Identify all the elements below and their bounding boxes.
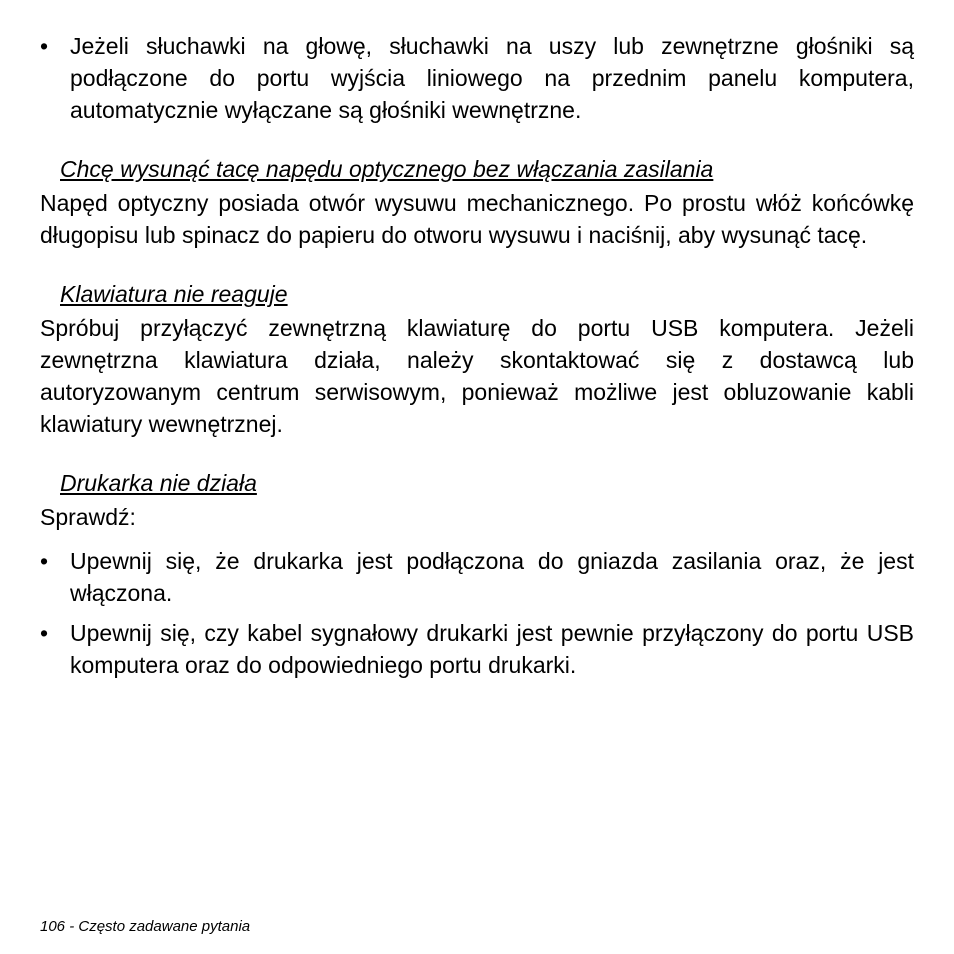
bullet-headphones <box>40 30 914 126</box>
bullet-text: Jeżeli słuchawki na głowę, słuchawki na uszy lub zewnętrzne głośniki są podłączone do portu wyjścia liniowego na przednim panelu komputera, automatycznie wyłączane są głośniki wewnętrzne. <box>70 33 914 123</box>
paragraph-printer-intro: Sprawdź: <box>40 504 136 530</box>
bullet-text: Upewnij się, że drukarka jest podłączona do gniazda zasilania oraz, że jest włączona. <box>70 548 914 606</box>
bullet-marker: • <box>40 620 49 646</box>
bullet-marker: • <box>40 33 49 59</box>
bullet-text: Upewnij się, czy kabel sygnałowy drukarki jest pewnie przyłączony do portu USB komputera oraz do odpowiedniego portu drukarki. <box>70 620 914 678</box>
bullet-printer-cable <box>40 617 914 681</box>
heading-printer: Drukarka nie działa <box>60 470 257 496</box>
bullet-printer-power <box>40 545 914 609</box>
page-footer: 106 - Często zadawane pytania <box>40 918 251 935</box>
heading-optical-tray: Chcę wysunąć tacę napędu optycznego bez włączania zasilania <box>60 156 714 182</box>
paragraph-keyboard: Spróbuj przyłączyć zewnętrzną klawiaturę do portu USB komputera. Jeżeli zewnętrzna klawiatura działa, należy skontaktować się z dostawcą lub autoryzowanym centrum serwisowym, ponieważ możliwe jest obluzowanie kabli klawiatury wewnętrznej. <box>40 315 914 437</box>
page-content <box>40 30 914 681</box>
heading-keyboard: Klawiatura nie reaguje <box>60 281 288 307</box>
paragraph-optical-tray: Napęd optyczny posiada otwór wysuwu mechanicznego. Po prostu włóż końcówkę długopisu lub spinacz do papieru do otworu wysuwu i naciśnij, aby wysunąć tacę. <box>40 190 914 248</box>
bullet-marker: • <box>40 548 49 574</box>
